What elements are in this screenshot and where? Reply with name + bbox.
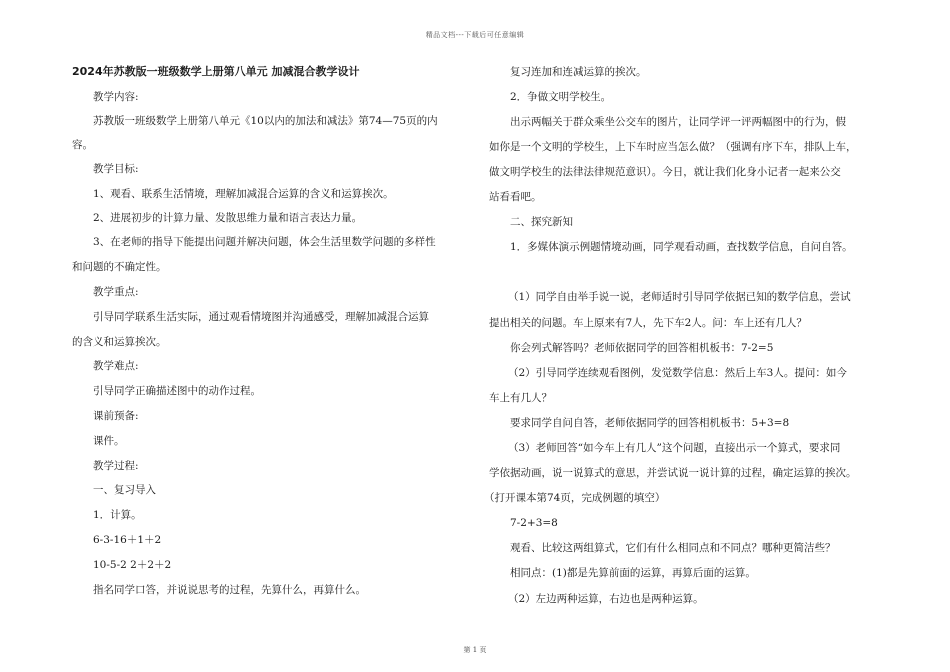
paragraph-line: 容。 [72,139,93,151]
paragraph-line: 课件。 [93,435,125,447]
paragraph-line: 站看看吧。 [489,191,542,203]
math-expression: 7-2+3=8 [510,517,558,529]
section-heading: 教学难点: [93,360,139,372]
paragraph-line: 2．争做文明学校生。 [510,91,612,103]
paragraph-line: （打开课本第74页，完成例题的填空） [484,492,666,504]
paragraph-line: 1、观看、联系生活情境，理解加减混合运算的含义和运算挨次。 [93,188,394,200]
section-heading: 教学内容: [93,91,139,103]
paragraph-line: （1）同学自由举手说一说，老师适时引导同学依据已知的数学信息，尝试 [508,291,851,303]
paragraph-line: 如你是一个文明的学校生，上下车时应当怎么做？（强调有序下车，排队上车， [489,141,857,153]
paragraph-line: 的含义和运算挨次。 [72,336,167,348]
paragraph-line: 1．多媒体演示例题情境动画，同学观看动画，查找数学信息，自问自答。 [510,241,853,253]
section-heading: 二、探究新知 [510,216,573,228]
paragraph-line: 指名同学口答，并说说思考的过程，先算什么，再算什么。 [93,584,366,596]
paragraph-line: 车上有几人？ [489,392,552,404]
paragraph-line: 苏教版一班级数学上册第八单元《10以内的加法和减法》第74—75页的内 [93,115,438,127]
paragraph-line: 要求同学自问自答，老师依据同学的回答相机板书：5+3=8 [510,417,790,429]
section-heading: 教学重点: [93,286,139,298]
paragraph-line: 学依据动画，说一说算式的意思，并尝试说一说计算的过程，确定运算的挨次。 [489,467,857,479]
paragraph-line: 出示两幅关于群众乘坐公交车的图片，让同学评一评两幅图中的行为，假 [510,116,846,128]
paragraph-line: （2）引导同学连续观看图例，发觉数学信息：然后上车3人。提问：如今 [508,367,847,379]
page-header: 精品文档---下载后可任意编辑 [425,31,525,39]
section-heading: 一、复习导入 [93,484,156,496]
paragraph-line: （2）左边两种运算，右边也是两种运算。 [508,593,704,605]
document-title: 2024年苏教版一班级数学上册第八单元 加减混合教学设计 [72,65,360,78]
paragraph-line: 和问题的不确定性。 [72,261,167,273]
paragraph-line: 相同点：(1)都是先算前面的运算，再算后面的运算。 [510,567,756,579]
paragraph-line: （3）老师回答“如今车上有几人”这个问题，直接出示一个算式，要求同 [508,442,841,454]
paragraph-line: 提出相关的问题。车上原来有7人，先下车2人。问：车上还有几人？ [489,317,807,329]
math-expression: 6-3-16＋1＋2 [93,534,162,546]
paragraph-line: 复习连加和连减运算的挨次。 [510,66,647,78]
paragraph-line: 3、在老师的指导下能提出问题并解决问题，体会生活里数学问题的多样性 [93,236,436,248]
section-heading: 教学过程: [93,460,139,472]
page-number: 第 1 页 [463,646,487,654]
math-expression: 10-5-2 2＋2＋2 [93,559,172,571]
paragraph-line: 2、进展初步的计算力量、发散思维力量和语言表达力量。 [93,212,363,224]
paragraph-line: 引导同学正确描述图中的动作过程。 [93,385,261,397]
paragraph-line: 观看、比较这两组算式，它们有什么相同点和不同点？哪种更简洁些？ [510,542,836,554]
paragraph-line: 你会列式解答吗？老师依据同学的回答相机板书：7-2=5 [510,342,774,354]
section-heading: 课前预备: [93,410,139,422]
paragraph-line: 1．计算。 [93,509,142,521]
paragraph-line: 做文明学校生的法律法律规范意识）。今日，就让我们化身小记者一起来公交 [489,166,841,178]
section-heading: 教学目标: [93,163,139,175]
paragraph-line: 引导同学联系生活实际，通过观看情境图并沟通感受，理解加减混合运算 [93,311,429,323]
